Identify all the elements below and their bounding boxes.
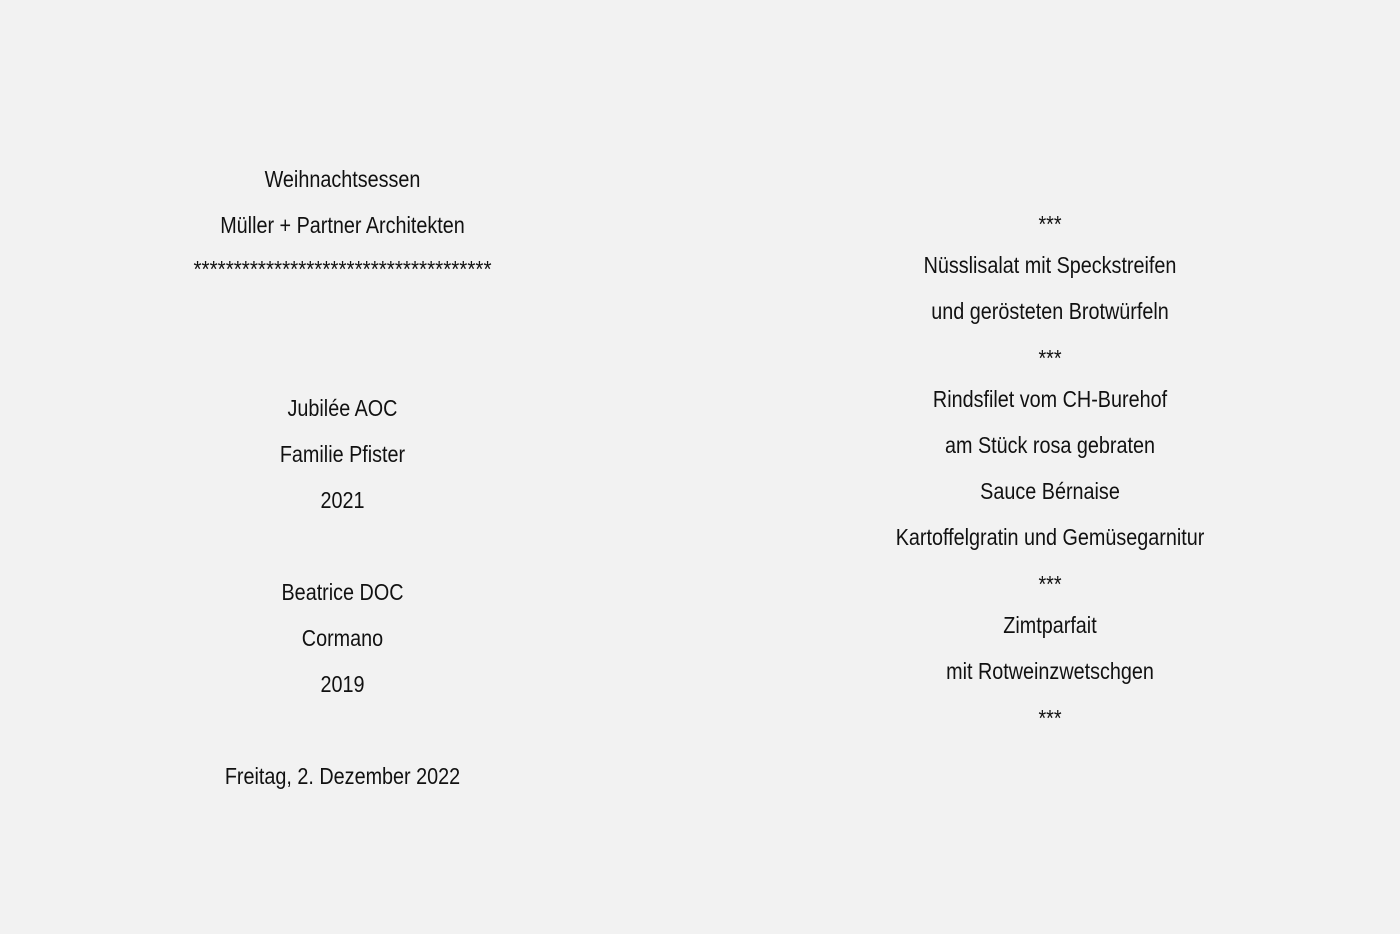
main-line-4: Kartoffelgratin und Gemüsegarnitur: [895, 524, 1205, 550]
wine-2-year: 2019: [320, 671, 365, 697]
starter-line-2: und gerösteten Brotwürfeln: [931, 298, 1169, 324]
spacer: [70, 523, 615, 569]
starter-line-1: Nüsslisalat mit Speckstreifen: [923, 252, 1177, 278]
spacer: [70, 290, 615, 385]
course-separator: ***: [1038, 571, 1062, 597]
wine-2-producer: Cormano: [301, 625, 384, 651]
main-line-3: Sauce Bérnaise: [980, 478, 1120, 504]
wine-1-producer: Familie Pfister: [279, 441, 406, 467]
course-separator: ***: [1038, 211, 1062, 237]
course-separator: ***: [1038, 345, 1062, 371]
dessert-line-1: Zimtparfait: [1003, 612, 1097, 638]
event-date: Freitag, 2. Dezember 2022: [224, 763, 461, 789]
main-line-1: Rindsfilet vom CH-Burehof: [932, 386, 1168, 412]
separator-line: *************************************: [193, 256, 492, 282]
main-line-2: am Stück rosa gebraten: [944, 432, 1156, 458]
event-wine-column: [70, 156, 615, 799]
spacer: [70, 707, 615, 753]
event-title: Weihnachtsessen: [264, 166, 421, 192]
dessert-line-2: mit Rotweinzwetschgen: [946, 658, 1154, 684]
event-host: Müller + Partner Architekten: [220, 212, 465, 238]
wine-1-year: 2021: [320, 487, 365, 513]
wine-2-name: Beatrice DOC: [281, 579, 404, 605]
wine-1-name: Jubilée AOC: [287, 395, 398, 421]
menu-column: [770, 200, 1330, 736]
course-separator: ***: [1038, 705, 1062, 731]
